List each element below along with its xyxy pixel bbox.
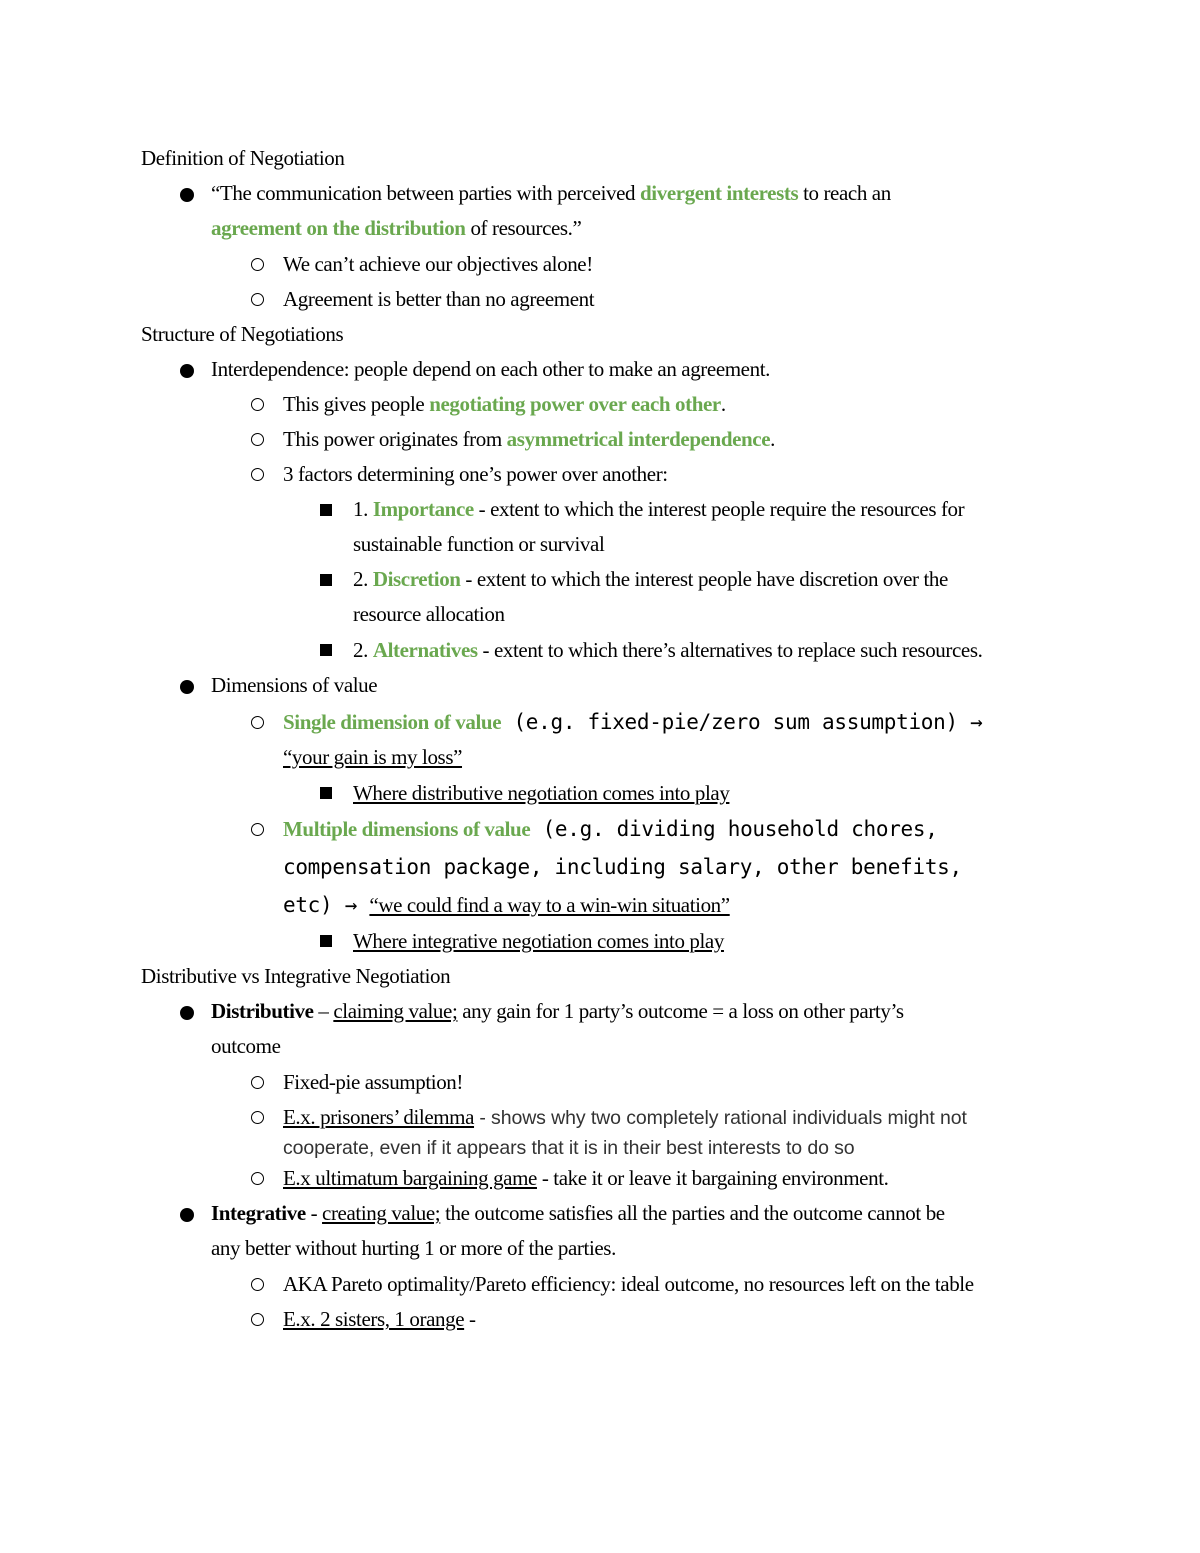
- bullet-square: [320, 644, 332, 656]
- factor-importance: [353, 496, 964, 522]
- bullet-square: [320, 787, 332, 799]
- highlight-term: negotiating power over each other: [429, 392, 721, 416]
- distributive-cont: outcome: [211, 1034, 281, 1058]
- factor-importance-cont: sustainable function or survival: [353, 532, 605, 556]
- multi-dimension-line3: [283, 892, 730, 918]
- text: any gain for 1 party’s outcome = a loss on other party’s: [457, 999, 904, 1023]
- power-item-1: [283, 391, 726, 417]
- text: 2.: [353, 638, 373, 662]
- highlight-term: divergent interests: [640, 181, 799, 205]
- bullet-circle: [251, 258, 264, 271]
- mono-text: compensation package, including salary, other benefits,: [283, 855, 962, 879]
- factor-discretion-cont: resource allocation: [353, 602, 505, 626]
- text: .: [770, 427, 775, 451]
- text: This power originates from: [283, 427, 507, 451]
- bullet-dot: [180, 680, 194, 694]
- distributive-sub2: [283, 1104, 967, 1131]
- underlined-text: E.x ultimatum bargaining game: [283, 1166, 537, 1190]
- mono-text: (e.g. dividing household chores,: [530, 817, 938, 841]
- distributive-sub1: Fixed-pie assumption!: [283, 1070, 463, 1094]
- bullet-circle: [251, 1076, 264, 1089]
- bullet-circle: [251, 398, 264, 411]
- text: - extent to which the interest people require the resources for: [473, 497, 965, 521]
- dimensions-item: Dimensions of value: [211, 673, 378, 697]
- integrative-sub2: [283, 1306, 476, 1332]
- text: - extent to which there’s alternatives to replace such resources.: [477, 638, 983, 662]
- multi-dimension-line2: [283, 854, 962, 880]
- bullet-square: [320, 504, 332, 516]
- underlined-text: Where distributive negotiation comes into play: [353, 781, 730, 805]
- bullet-circle: [251, 1172, 264, 1185]
- text: This gives people: [283, 392, 430, 416]
- highlight-term: agreement on the distribution: [211, 216, 466, 240]
- definition-quote-line2: [211, 215, 581, 241]
- integrative-sub1: AKA Pareto optimality/Pareto efficiency: ideal outcome, no resources left on the table: [283, 1272, 974, 1296]
- factor-discretion: [353, 566, 948, 592]
- highlight-term: Alternatives: [372, 638, 478, 662]
- bullet-dot: [180, 364, 194, 378]
- bullet-circle: [251, 1278, 264, 1291]
- bullet-square: [320, 935, 332, 947]
- highlight-term: Discretion: [372, 567, 461, 591]
- bullet-dot: [180, 188, 194, 202]
- text: -: [464, 1307, 476, 1331]
- bold-term: Integrative: [211, 1201, 306, 1225]
- factors-item: 3 factors determining one’s power over another:: [283, 462, 668, 486]
- underlined-text: E.x. prisoners’ dilemma: [283, 1105, 475, 1129]
- multi-dimension-sub: [353, 928, 724, 954]
- definition-sub1: We can’t achieve our objectives alone!: [283, 252, 593, 276]
- sans-text: - shows why two completely rational individuals might not: [474, 1107, 967, 1129]
- multi-dimension-item: [283, 816, 938, 842]
- text: - extent to which the interest people have discretion over the: [460, 567, 948, 591]
- single-dimension-sub: [353, 780, 729, 806]
- bullet-dot: [180, 1208, 194, 1222]
- text: - take it or leave it bargaining environment.: [536, 1166, 889, 1190]
- underlined-text: creating value;: [322, 1201, 441, 1225]
- bullet-circle: [251, 716, 264, 729]
- bullet-circle: [251, 1313, 264, 1326]
- text: 1.: [353, 497, 373, 521]
- integrative-cont: any better without hurting 1 or more of the parties.: [211, 1236, 616, 1260]
- bullet-circle: [251, 823, 264, 836]
- bullet-square: [320, 574, 332, 586]
- text: 2.: [353, 567, 373, 591]
- highlight-term: asymmetrical interdependence: [506, 427, 771, 451]
- factor-alternatives: [353, 637, 982, 663]
- distributive-item: [211, 998, 904, 1024]
- bullet-circle: [251, 468, 264, 481]
- text: of resources.”: [465, 216, 582, 240]
- interdependence-item: Interdependence: people depend on each other to make an agreement.: [211, 357, 770, 381]
- power-item-2: [283, 426, 775, 452]
- bullet-circle: [251, 1111, 264, 1124]
- underlined-text: E.x. 2 sisters, 1 orange: [283, 1307, 465, 1331]
- highlight-term: Multiple dimensions of value: [283, 817, 531, 841]
- text: to reach an: [798, 181, 891, 205]
- distributive-sub2-cont: cooperate, even if it appears that it is in their best interests to do so: [283, 1137, 855, 1159]
- heading-structure: Structure of Negotiations: [141, 322, 344, 346]
- bullet-circle: [251, 293, 264, 306]
- mono-text: (e.g. fixed-pie/zero sum assumption) →: [501, 710, 983, 734]
- underlined-quote: “your gain is my loss”: [283, 745, 463, 769]
- integrative-item: [211, 1200, 945, 1226]
- text: –: [313, 999, 334, 1023]
- text: .: [720, 392, 726, 416]
- single-dimension-item: [283, 709, 983, 735]
- mono-text: etc) →: [283, 893, 370, 917]
- text: the outcome satisfies all the parties and the outcome cannot be: [440, 1201, 945, 1225]
- highlight-term: Single dimension of value: [283, 710, 502, 734]
- distributive-sub3: [283, 1165, 888, 1191]
- bullet-dot: [180, 1006, 194, 1020]
- underlined-quote: “we could find a way to a win-win situation”: [369, 893, 730, 917]
- bold-term: Distributive: [211, 999, 314, 1023]
- single-dimension-quote: [283, 744, 462, 770]
- text: -: [305, 1201, 323, 1225]
- definition-sub2: Agreement is better than no agreement: [283, 287, 595, 311]
- underlined-text: Where integrative negotiation comes into play: [353, 929, 724, 953]
- text: “The communication between parties with perceived: [211, 181, 640, 205]
- definition-quote-line1: [211, 180, 891, 206]
- underlined-text: claiming value;: [333, 999, 458, 1023]
- heading-definition: Definition of Negotiation: [141, 146, 345, 170]
- bullet-circle: [251, 433, 264, 446]
- highlight-term: Importance: [372, 497, 474, 521]
- heading-distributive-vs-integrative: Distributive vs Integrative Negotiation: [141, 964, 451, 988]
